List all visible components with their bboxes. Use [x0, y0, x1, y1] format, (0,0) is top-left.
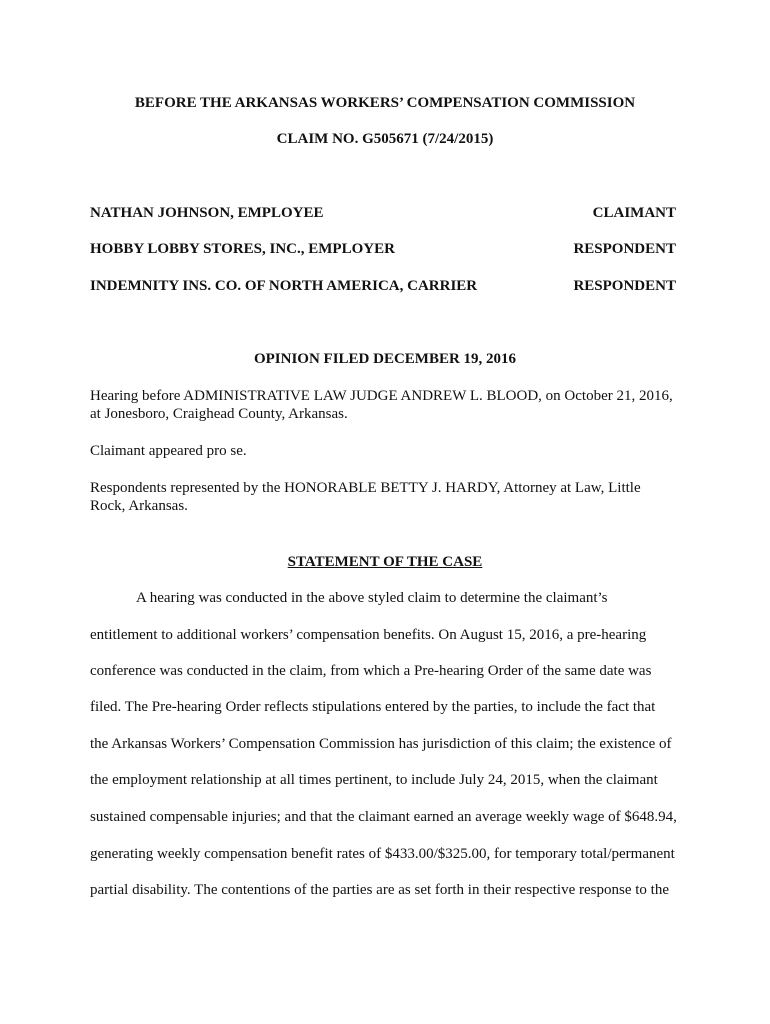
party-role: RESPONDENT — [573, 278, 676, 294]
respondents-representation: Rock, Arkansas. — [90, 498, 188, 514]
body-line: the Arkansas Workers’ Compensation Commission has jurisdiction of this claim; the existence of — [90, 736, 672, 752]
body-line: entitlement to additional workers’ compensation benefits. On August 15, 2016, a pre-hearing — [90, 627, 647, 643]
party-name: INDEMNITY INS. CO. OF NORTH AMERICA, CARRIER — [90, 278, 478, 294]
party-row — [90, 277, 676, 295]
party-row — [90, 240, 676, 258]
section-heading: STATEMENT OF THE CASE — [287, 554, 483, 570]
opinion-title: OPINION FILED DECEMBER 19, 2016 — [253, 351, 517, 367]
body-line: conference was conducted in the claim, from which a Pre-hearing Order of the same date was — [90, 663, 652, 679]
body-line: filed. The Pre-hearing Order reflects stipulations entered by the parties, to include the fact that — [90, 699, 656, 715]
party-role: CLAIMANT — [592, 205, 676, 221]
claim-number: CLAIM NO. G505671 (7/24/2015) — [276, 131, 494, 147]
body-line: partial disability. The contentions of the parties are as set forth in their respective response to the — [90, 882, 669, 898]
hearing-line: Hearing before ADMINISTRATIVE LAW JUDGE ANDREW L. BLOOD, on October 21, 2016, — [90, 388, 673, 404]
body-line: generating weekly compensation benefit rates of $433.00/$325.00, for temporary total/permanent — [90, 846, 675, 862]
party-row — [90, 204, 676, 222]
claimant-appearance: Claimant appeared pro se. — [90, 443, 247, 459]
commission-heading: BEFORE THE ARKANSAS WORKERS’ COMPENSATION COMMISSION — [134, 95, 636, 111]
body-line: the employment relationship at all times pertinent, to include July 24, 2015, when the claimant — [90, 772, 658, 788]
party-role: RESPONDENT — [573, 241, 676, 257]
respondents-representation: Respondents represented by the HONORABLE BETTY J. HARDY, Attorney at Law, Little — [90, 480, 641, 496]
party-name: HOBBY LOBBY STORES, INC., EMPLOYER — [90, 241, 395, 257]
hearing-line: at Jonesboro, Craighead County, Arkansas. — [90, 406, 348, 422]
party-name: NATHAN JOHNSON, EMPLOYEE — [90, 205, 324, 221]
body-line: sustained compensable injuries; and that the claimant earned an average weekly wage of $648.94, — [90, 809, 677, 825]
body-line: A hearing was conducted in the above styled claim to determine the claimant’s — [136, 590, 608, 606]
